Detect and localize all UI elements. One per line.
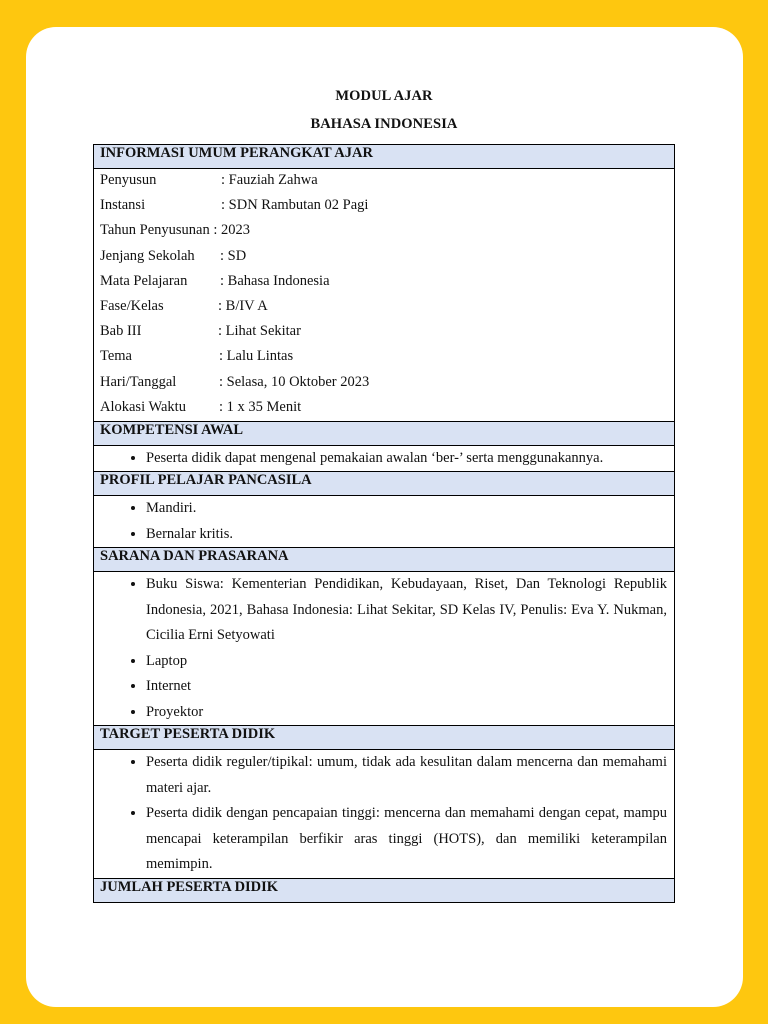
field-label-tahun: Tahun Penyusunan: [100, 222, 210, 239]
field-label-hari: Hari/Tanggal: [100, 373, 177, 390]
info-row-penyusun: [100, 169, 668, 194]
field-value-fase: : B/IV A: [218, 297, 268, 314]
field-value-hari: : Selasa, 10 Oktober 2023: [219, 373, 370, 390]
list-item: • Peserta didik dapat mengenal pemakaian awalan ‘ber-’ serta menggunakannya.: [146, 446, 668, 472]
field-label-penyusun: Penyusun: [100, 172, 157, 188]
field-value-tahun: : 2023: [213, 222, 251, 239]
section-heading-kompetensi: KOMPETENSI AWAL: [94, 421, 675, 445]
field-label-bab: Bab III: [100, 323, 142, 340]
info-row-bab: [100, 320, 668, 345]
document-subtitle: BAHASA INDONESIA: [310, 116, 458, 132]
info-row-tahun: [100, 219, 668, 244]
section-heading-jumlah: JUMLAH PESERTA DIDIK: [94, 878, 675, 902]
info-row-fase: [100, 295, 668, 320]
section-heading-profil: PROFIL PELAJAR PANCASILA: [94, 472, 675, 496]
section-heading-sarana: SARANA DAN PRASARANA: [94, 548, 675, 572]
target-list-cell: [94, 750, 675, 879]
field-label-instansi: Instansi: [100, 197, 146, 214]
list-item: • Buku Siswa: Kementerian Pendidikan, Kebudayaan, Riset, Dan Teknologi Republik Indonesia, 2021, Bahasa Indonesia: Lihat Sekitar, SD Kelas IV, Penulis: Eva Y. Nukman, Cicilia Erni Setyowati: [146, 572, 668, 649]
info-row-jenjang: [100, 245, 668, 270]
profil-list: [100, 496, 668, 547]
field-label-mapel: Mata Pelajaran: [100, 272, 188, 289]
module-table: [93, 144, 675, 903]
info-fields: [94, 169, 675, 422]
kompetensi-list: [100, 446, 668, 472]
field-value-mapel: : Bahasa Indonesia: [220, 272, 330, 289]
sarana-list-cell: [94, 572, 675, 726]
list-item: • Peserta didik reguler/tipikal: umum, tidak ada kesulitan dalam mencerna dan memahami materi ajar.: [146, 750, 668, 801]
list-item: • Bernalar kritis.: [146, 522, 668, 548]
kompetensi-list-cell: [94, 445, 675, 472]
field-value-penyusun: : Fauziah Zahwa: [221, 172, 318, 188]
list-item: • Mandiri.: [146, 496, 668, 522]
list-item: • Peserta didik dengan pencapaian tinggi: mencerna dan memahami dengan cepat, mampu mencapai keterampilan berfikir aras tinggi (HOTS), dan memiliki keterampilan memimpin.: [146, 801, 668, 878]
list-item: • Internet: [146, 674, 668, 700]
field-value-bab: : Lihat Sekitar: [218, 323, 301, 340]
field-label-fase: Fase/Kelas: [100, 297, 164, 314]
field-value-tema: : Lalu Lintas: [219, 348, 294, 365]
info-row-instansi: [100, 194, 668, 219]
field-value-instansi: : SDN Rambutan 02 Pagi: [221, 197, 369, 214]
list-item: • Laptop: [146, 649, 668, 675]
section-heading-informasi: INFORMASI UMUM PERANGKAT AJAR: [94, 145, 675, 169]
sarana-list: [100, 572, 668, 725]
info-row-alokasi: [100, 396, 668, 421]
profil-list-cell: [94, 496, 675, 548]
field-value-alokasi: : 1 x 35 Menit: [219, 398, 302, 415]
field-label-jenjang: Jenjang Sekolah: [100, 247, 195, 264]
info-row-mapel: [100, 270, 668, 295]
field-label-alokasi: Alokasi Waktu: [100, 398, 186, 415]
document-title: MODUL AJAR: [335, 88, 433, 104]
list-item: • Proyektor: [146, 700, 668, 726]
field-value-jenjang: : SD: [220, 247, 247, 264]
field-label-tema: Tema: [100, 348, 132, 365]
info-row-tema: [100, 345, 668, 370]
info-row-hari: [100, 371, 668, 396]
section-heading-target: TARGET PESERTA DIDIK: [94, 726, 675, 750]
target-list: [100, 750, 668, 878]
